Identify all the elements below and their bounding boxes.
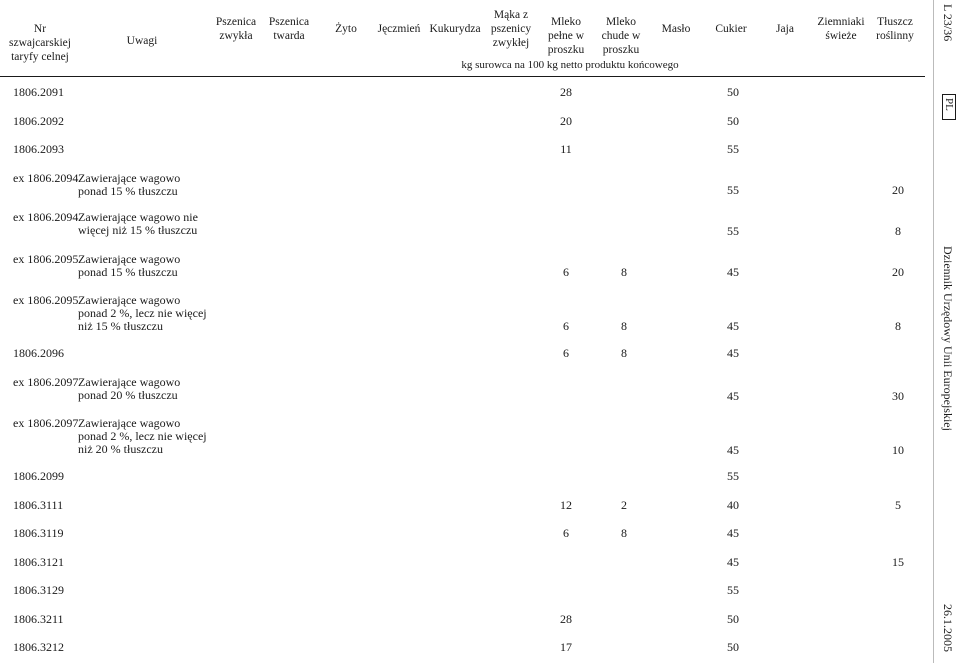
tariff-code: ex 1806.2094	[13, 210, 79, 224]
value-tluszcz: 8	[895, 319, 901, 333]
value-maslo: 45	[727, 346, 739, 360]
value-maslo: 45	[727, 555, 739, 569]
tariff-code: 1806.2091	[13, 85, 64, 99]
tariff-code: 1806.2093	[13, 142, 64, 156]
value-tluszcz: 30	[892, 389, 904, 403]
value-maka: 6	[563, 346, 569, 360]
value-maslo: 50	[727, 114, 739, 128]
value-maslo: 55	[727, 469, 739, 483]
column-header-ziemniaki: Ziemniaki świeże	[817, 16, 865, 42]
header-divider	[0, 76, 925, 77]
value-maka: 6	[563, 319, 569, 333]
value-maslo: 55	[727, 183, 739, 197]
units-subheader: kg surowca na 100 kg netto produktu końcowego	[461, 59, 679, 71]
value-tluszcz: 8	[895, 224, 901, 238]
row-remark: Zawierające wagowo ponad 20 % tłuszczu	[78, 375, 181, 402]
tariff-code: 1806.3129	[13, 583, 64, 597]
journal-title: Dziennik Urzędowy Unii Europejskiej	[941, 246, 955, 431]
value-tluszcz: 15	[892, 555, 904, 569]
value-maslo: 45	[727, 265, 739, 279]
value-tluszcz: 10	[892, 443, 904, 457]
column-header-jeczmien: Jęczmień	[377, 23, 421, 35]
column-header-kukurydza: Kukurydza	[429, 23, 481, 35]
column-header-pszenica-zwykla: Pszenica zwykła	[215, 16, 257, 42]
language-badge	[942, 94, 956, 120]
row-remark: Zawierające wagowo nie więcej niż 15 % tłuszczu	[78, 210, 198, 237]
margin-divider	[933, 0, 934, 663]
tariff-code: 1806.3212	[13, 640, 64, 654]
row-remark: Zawierające wagowo ponad 15 % tłuszczu	[78, 171, 181, 198]
value-mleko-pelne: 8	[621, 346, 627, 360]
value-maslo: 45	[727, 389, 739, 403]
row-remark: Zawierające wagowo ponad 2 %, lecz nie więcej niż 15 % tłuszczu	[78, 293, 207, 333]
publication-date: 26.1.2005	[941, 604, 955, 652]
tariff-code: ex 1806.2095	[13, 293, 79, 307]
value-maslo: 50	[727, 640, 739, 654]
column-header-mleko-chude: Mleko chude w proszku	[601, 16, 641, 56]
value-mleko-pelne: 8	[621, 319, 627, 333]
value-maslo: 55	[727, 583, 739, 597]
value-maslo: 45	[727, 319, 739, 333]
column-header-uwagi: Uwagi	[126, 35, 158, 47]
page-reference: L 23/36	[941, 4, 955, 42]
value-maka: 12	[560, 498, 572, 512]
tariff-code: 1806.3111	[13, 498, 64, 512]
value-maka: 20	[560, 114, 572, 128]
tariff-code: 1806.2099	[13, 469, 64, 483]
value-maslo: 50	[727, 85, 739, 99]
row-remark: Zawierające wagowo ponad 15 % tłuszczu	[78, 252, 181, 279]
value-maslo: 50	[727, 612, 739, 626]
column-header-zyto: Żyto	[335, 23, 357, 35]
column-header-mleko-pelne: Mleko pełne w proszku	[547, 16, 585, 56]
tariff-code: 1806.3119	[13, 526, 64, 540]
value-maslo: 55	[727, 224, 739, 238]
column-header-tluszcz: Tłuszcz roślinny	[876, 16, 914, 42]
value-maka: 17	[560, 640, 572, 654]
value-maka: 6	[563, 265, 569, 279]
value-mleko-pelne: 8	[621, 265, 627, 279]
column-header-cukier: Cukier	[715, 23, 747, 35]
value-maka: 28	[560, 85, 572, 99]
tariff-code: 1806.2092	[13, 114, 64, 128]
language-code: PL	[943, 98, 955, 111]
value-mleko-pelne: 8	[621, 526, 627, 540]
row-remark: Zawierające wagowo ponad 2 %, lecz nie więcej niż 20 % tłuszczu	[78, 416, 207, 456]
table-header	[0, 0, 925, 76]
value-tluszcz: 20	[892, 265, 904, 279]
value-tluszcz: 20	[892, 183, 904, 197]
tariff-code: ex 1806.2097	[13, 375, 79, 389]
value-maslo: 40	[727, 498, 739, 512]
column-header-maslo: Masło	[661, 23, 691, 35]
column-header-pszenica-twarda: Pszenica twarda	[268, 16, 310, 42]
tariff-code: 1806.2096	[13, 346, 64, 360]
column-header-maka: Mąka z pszenicy zwykłej	[490, 9, 532, 49]
value-maka: 11	[560, 142, 572, 156]
tariff-code: ex 1806.2095	[13, 252, 79, 266]
value-maka: 28	[560, 612, 572, 626]
tariff-code: ex 1806.2097	[13, 416, 79, 430]
value-tluszcz: 5	[895, 498, 901, 512]
tariff-code: ex 1806.2094	[13, 171, 79, 185]
value-maslo: 45	[727, 443, 739, 457]
value-mleko-pelne: 2	[621, 498, 627, 512]
tariff-code: 1806.3211	[13, 612, 64, 626]
column-header-nr: Nr szwajcarskiej taryfy celnej	[9, 23, 71, 63]
tariff-code: 1806.3121	[13, 555, 64, 569]
value-maslo: 55	[727, 142, 739, 156]
value-maslo: 45	[727, 526, 739, 540]
column-header-jaja: Jaja	[776, 23, 794, 35]
value-maka: 6	[563, 526, 569, 540]
